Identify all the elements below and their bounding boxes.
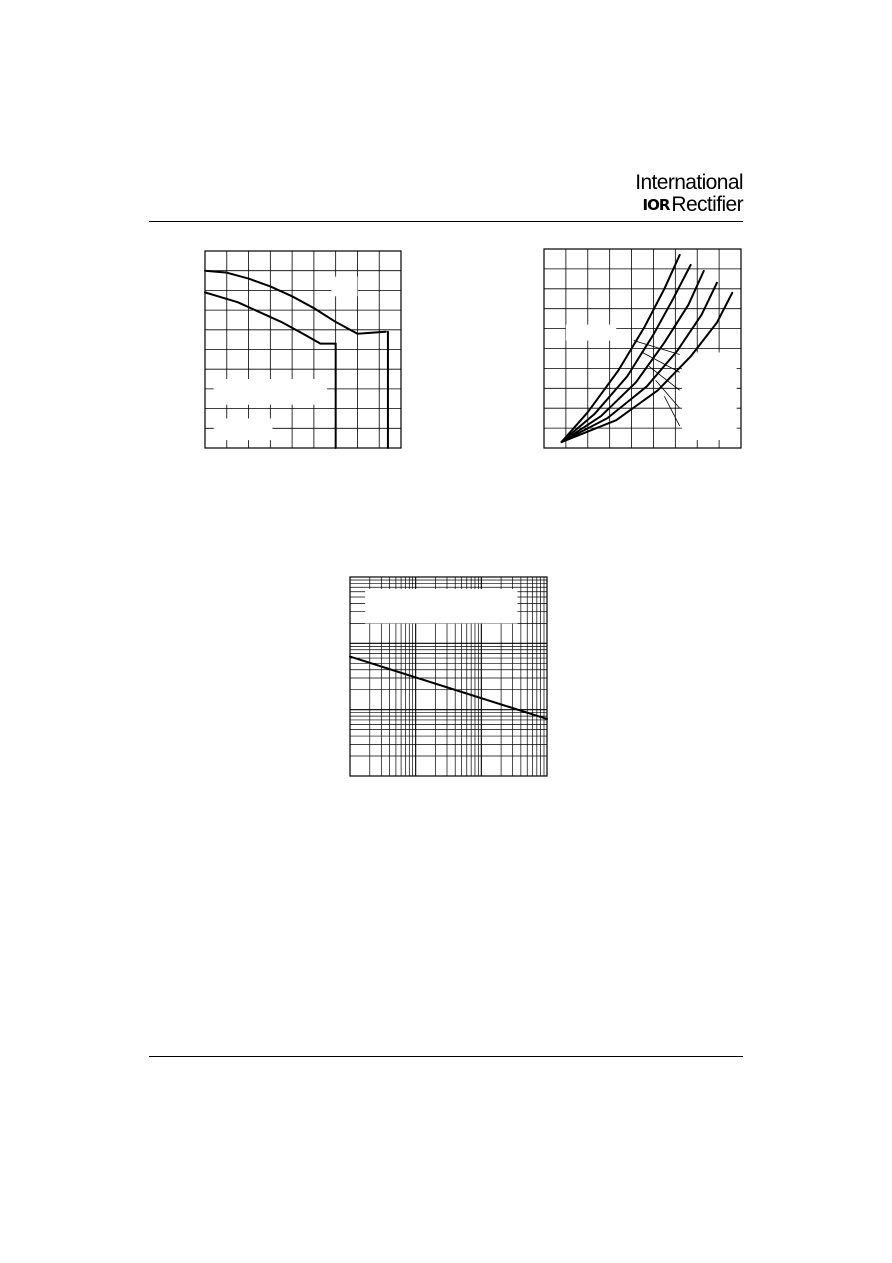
chart-1 — [204, 250, 402, 449]
chart-1-series-0 — [205, 271, 386, 334]
chart-2-leader-line-3 — [656, 380, 680, 408]
chart-3-log — [349, 576, 548, 777]
company-logo — [635, 171, 743, 217]
chart-1-label-area-1 — [214, 418, 273, 440]
chart-3-label-area-0 — [365, 589, 517, 623]
chart-1-label-area-2 — [331, 277, 357, 297]
chart-2-label-area-0 — [566, 325, 616, 341]
chart-1-label-area-0 — [214, 379, 327, 405]
chart-2 — [543, 248, 742, 449]
header-rule — [149, 221, 743, 222]
footer-rule — [149, 1056, 743, 1057]
chart-2-leader-line-4 — [664, 396, 679, 426]
company-name-international: International — [635, 171, 743, 194]
chart-2-series-1 — [562, 265, 691, 442]
chart-2-label-area-1 — [682, 352, 737, 440]
company-name-rectifier: Rectifier — [671, 193, 743, 216]
ior-logo-mark: IOR — [642, 196, 670, 214]
